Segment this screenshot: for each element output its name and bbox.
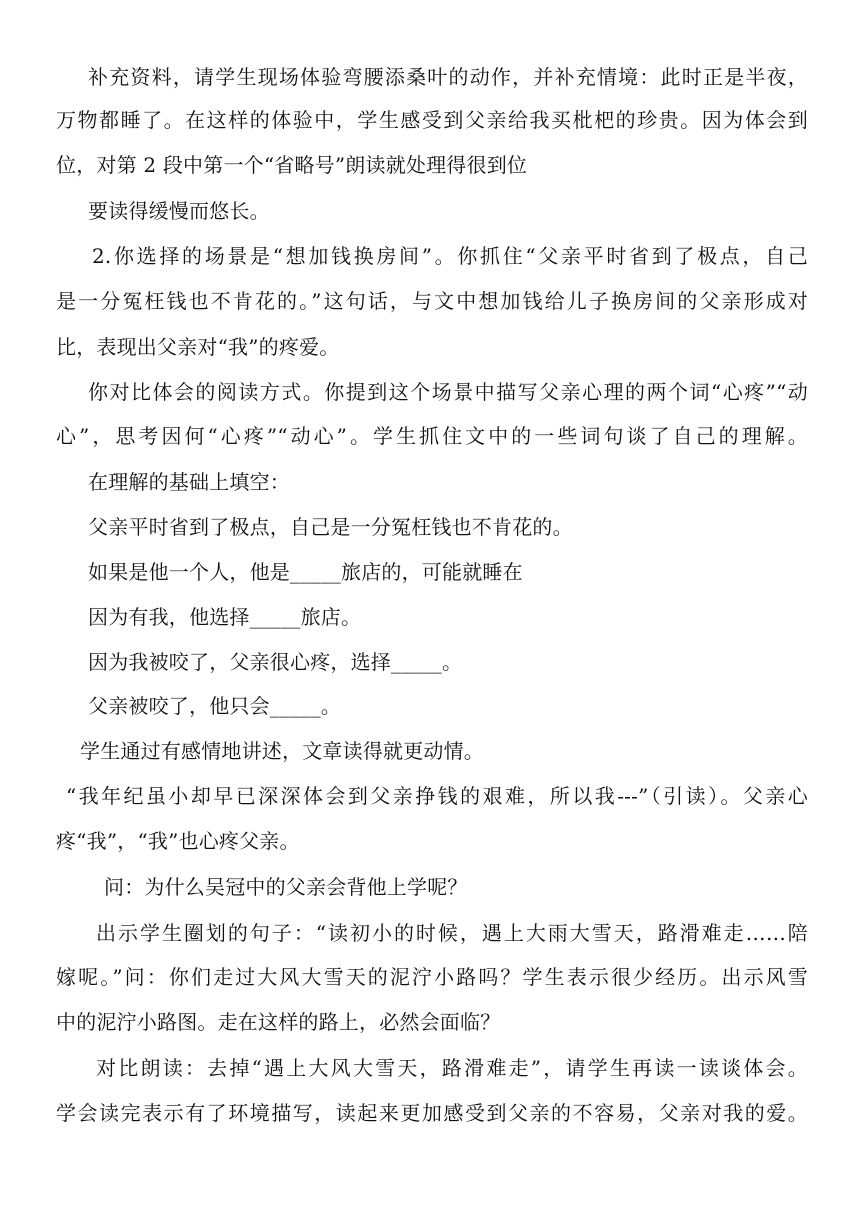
- paragraph-line: 问：为什么吴冠中的父亲会背他上学呢？: [104, 875, 468, 899]
- paragraph-line: 学会读完表示有了环境描写，读起来更加感受到父亲的不容易，父亲对我的爱。: [56, 1101, 808, 1125]
- paragraph-line: 因为我被咬了，父亲很心疼，选择_____。: [88, 650, 463, 674]
- paragraph-line: 万物都睡了。在这样的体验中，学生感受到父亲给我买枇杷的珍贵。因为体会到: [56, 108, 808, 132]
- paragraph-line: “我年纪虽小却早已深深体会到父亲挣钱的艰难，所以我---”（引读）。父亲心: [66, 784, 808, 808]
- paragraph-line: 在理解的基础上填空：: [88, 470, 290, 494]
- paragraph-line: 心”，思考因何“心疼”“动心”。学生抓住文中的一些词句谈了自己的理解。: [56, 424, 808, 448]
- paragraph-line: 比，表现出父亲对“我”的疼爱。: [56, 335, 340, 359]
- paragraph-line: 要读得缓慢而悠长。: [88, 199, 270, 223]
- paragraph-line: 父亲被咬了，他只会_____。: [88, 694, 341, 718]
- paragraph-line: 因为有我，他选择_____旅店。: [88, 605, 362, 629]
- paragraph-line: 如果是他一个人，他是_____旅店的，可能就睡在: [88, 560, 523, 584]
- paragraph-line: 出示学生圈划的句子：“读初小的时候，遇上大雨大雪天，路滑难走……陪: [96, 921, 808, 945]
- paragraph-line: 补充资料，请学生现场体验弯腰添桑叶的动作，并补充情境：此时正是半夜，: [88, 65, 808, 89]
- paragraph-line: 学生通过有感情地讲述，文章读得就更动情。: [80, 739, 484, 763]
- paragraph-line: 疼“我”，“我”也心疼父亲。: [56, 829, 300, 853]
- paragraph-line: 位，对第 2 段中第一个“省略号”朗读就处理得很到位: [56, 153, 528, 177]
- paragraph-line: 中的泥泞小路图。走在这样的路上，必然会面临？: [56, 1010, 501, 1034]
- paragraph-line: 嫁呢。”问：你们走过大风大雪天的泥泞小路吗？学生表示很少经历。出示风雪: [56, 965, 808, 989]
- paragraph-line: 是一分冤枉钱也不肯花的。”这句话，与文中想加钱给儿子换房间的父亲形成对: [56, 289, 808, 313]
- paragraph-line: 2.你选择的场景是“想加钱换房间”。你抓住“父亲平时省到了极点，自己: [92, 244, 808, 268]
- paragraph-line: 你对比体会的阅读方式。你提到这个场景中描写父亲心理的两个词“心疼”“动: [88, 380, 808, 404]
- paragraph-line: 对比朗读：去掉“遇上大风大雪天，路滑难走”，请学生再读一读谈体会。: [96, 1056, 808, 1080]
- paragraph-line: 父亲平时省到了极点，自己是一分冤枉钱也不肯花的。: [88, 515, 573, 539]
